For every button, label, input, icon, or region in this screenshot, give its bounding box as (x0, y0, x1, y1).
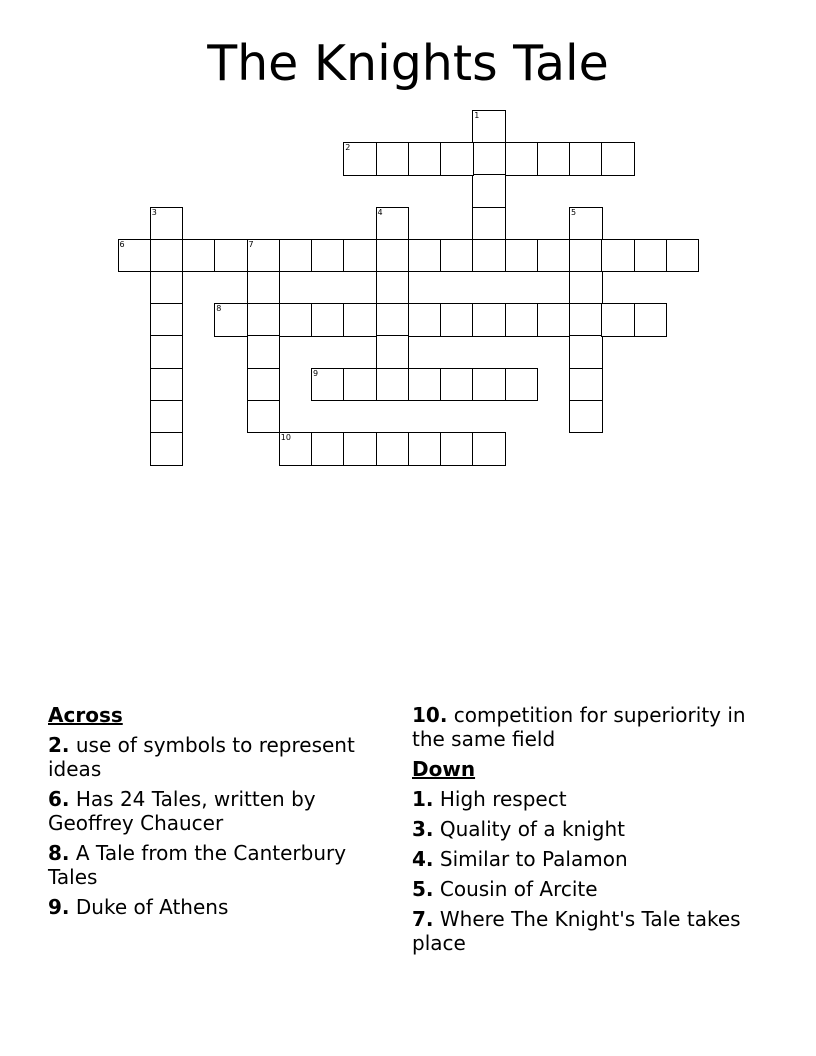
grid-cell[interactable] (505, 142, 539, 176)
grid-cell[interactable] (376, 142, 410, 176)
clue-number: 4. (412, 847, 434, 871)
grid-cell[interactable] (376, 335, 410, 369)
clue-number-label: 1 (474, 111, 480, 120)
grid-cell[interactable] (311, 303, 345, 337)
clue-number-label: 3 (151, 207, 157, 217)
clue-number: 6. (48, 787, 70, 811)
down-heading: Down (412, 757, 476, 781)
clues-right-column (412, 703, 768, 961)
grid-cell[interactable] (537, 303, 571, 337)
grid-cell[interactable] (537, 239, 571, 273)
clue-text: Similar to Palamon (439, 847, 628, 871)
clue-down-3 (412, 817, 768, 841)
clue-number-label: 9 (313, 368, 319, 378)
clue-text: A Tale from the Canterbury Tales (48, 841, 347, 889)
grid-cell[interactable] (214, 239, 248, 273)
grid-cell[interactable] (279, 303, 313, 337)
clue-number: 7. (412, 907, 434, 931)
grid-cell[interactable] (343, 142, 377, 176)
grid-cell[interactable] (150, 239, 184, 273)
clue-down-4 (412, 847, 768, 871)
clue-number: 10. (412, 703, 448, 727)
grid-cell[interactable] (408, 142, 442, 176)
grid-cell[interactable] (569, 400, 603, 434)
clue-text: Quality of a knight (439, 817, 625, 841)
clue-number-label: 5 (571, 207, 577, 217)
clue-text: use of symbols to represent ideas (48, 733, 355, 781)
clue-across-2 (48, 733, 388, 781)
grid-cell[interactable] (601, 239, 635, 273)
clue-number-label: 7 (248, 239, 254, 249)
grid-cell[interactable] (150, 335, 184, 369)
clue-across-10 (412, 703, 768, 751)
grid-cell[interactable] (343, 239, 377, 273)
grid-cell[interactable] (569, 303, 603, 337)
clue-number-label: 6 (119, 239, 125, 249)
grid-cell[interactable] (247, 239, 281, 273)
grid-cell[interactable] (666, 239, 700, 273)
grid-cell[interactable] (408, 239, 442, 273)
grid-cell[interactable] (311, 368, 345, 402)
clue-text: Duke of Athens (75, 895, 229, 919)
clue-number: 5. (412, 877, 434, 901)
clue-number: 1. (412, 787, 434, 811)
clue-number: 8. (48, 841, 70, 865)
grid-cell[interactable] (311, 432, 345, 466)
grid-cell[interactable] (247, 271, 281, 305)
grid-cell[interactable] (472, 207, 506, 241)
grid-cell[interactable] (376, 271, 410, 305)
grid-cell[interactable] (569, 335, 603, 369)
grid-cell[interactable] (440, 432, 474, 466)
clues-left-column (48, 703, 388, 925)
across-heading: Across (48, 703, 123, 727)
grid-cell[interactable] (376, 368, 410, 402)
clue-number: 9. (48, 895, 70, 919)
grid-cell[interactable] (279, 432, 313, 466)
clue-down-1 (412, 787, 768, 811)
grid-cell[interactable] (440, 239, 474, 273)
grid-cell[interactable] (376, 303, 410, 337)
grid-cell[interactable] (118, 239, 152, 273)
puzzle-title: The Knights Tale (207, 35, 609, 92)
clue-list (48, 703, 768, 983)
clue-number-label: 4 (377, 207, 383, 217)
grid-cell[interactable] (247, 400, 281, 434)
grid-cell[interactable] (214, 303, 248, 337)
grid-cell[interactable] (408, 368, 442, 402)
grid-cell[interactable] (182, 239, 216, 273)
grid-cell[interactable] (505, 239, 539, 273)
clue-text: Where The Knight's Tale takes place (412, 907, 741, 955)
grid-cell[interactable] (569, 142, 603, 176)
grid-cell[interactable] (279, 239, 313, 273)
clue-number-label: 8 (216, 304, 222, 314)
grid-cell[interactable] (440, 303, 474, 337)
clue-text: competition for superiority in the same field (412, 703, 746, 751)
grid-cell[interactable] (472, 110, 506, 144)
grid-cell[interactable] (569, 368, 603, 402)
clue-down-7 (412, 907, 768, 955)
grid-cell[interactable] (601, 142, 635, 176)
grid-cell[interactable] (343, 432, 377, 466)
grid-cell[interactable] (472, 174, 506, 208)
clue-across-6 (48, 787, 388, 835)
grid-cell[interactable] (150, 400, 184, 434)
grid-cell[interactable] (150, 303, 184, 337)
grid-cell[interactable] (343, 303, 377, 337)
grid-cell[interactable] (505, 303, 539, 337)
grid-cell[interactable] (343, 368, 377, 402)
grid-cell[interactable] (408, 303, 442, 337)
grid-cell[interactable] (440, 368, 474, 402)
clue-text: Has 24 Tales, written by Geoffrey Chaucer (48, 787, 316, 835)
grid-cell[interactable] (537, 142, 571, 176)
grid-cell[interactable] (376, 207, 410, 241)
grid-cell[interactable] (472, 432, 506, 466)
grid-cell[interactable] (505, 368, 539, 402)
grid-cell[interactable] (150, 432, 184, 466)
clue-text: High respect (439, 787, 567, 811)
grid-cell[interactable] (247, 303, 281, 337)
grid-cell[interactable] (440, 142, 474, 176)
grid-cell[interactable] (472, 368, 506, 402)
grid-cell[interactable] (472, 142, 506, 176)
grid-cell[interactable] (150, 271, 184, 305)
clue-number-label: 10 (280, 433, 291, 442)
grid-cell[interactable] (408, 432, 442, 466)
clue-number-label: 2 (345, 143, 351, 153)
grid-cell[interactable] (634, 303, 668, 337)
grid-cell[interactable] (247, 335, 281, 369)
grid-cell[interactable] (569, 271, 603, 305)
grid-cell[interactable] (472, 239, 506, 273)
clue-number: 2. (48, 733, 70, 757)
grid-cell[interactable] (376, 432, 410, 466)
grid-cell[interactable] (601, 303, 635, 337)
grid-cell[interactable] (472, 303, 506, 337)
clue-text: Cousin of Arcite (439, 877, 598, 901)
clue-across-8 (48, 841, 388, 889)
grid-cell[interactable] (569, 239, 603, 273)
grid-cell[interactable] (150, 368, 184, 402)
grid-cell[interactable] (634, 239, 668, 273)
grid-cell[interactable] (376, 239, 410, 273)
grid-cell[interactable] (150, 207, 184, 241)
clue-number: 3. (412, 817, 434, 841)
clue-down-5 (412, 877, 768, 901)
clue-across-9 (48, 895, 388, 919)
grid-cell[interactable] (569, 207, 603, 241)
grid-cell[interactable] (247, 368, 281, 402)
grid-cell[interactable] (311, 239, 345, 273)
